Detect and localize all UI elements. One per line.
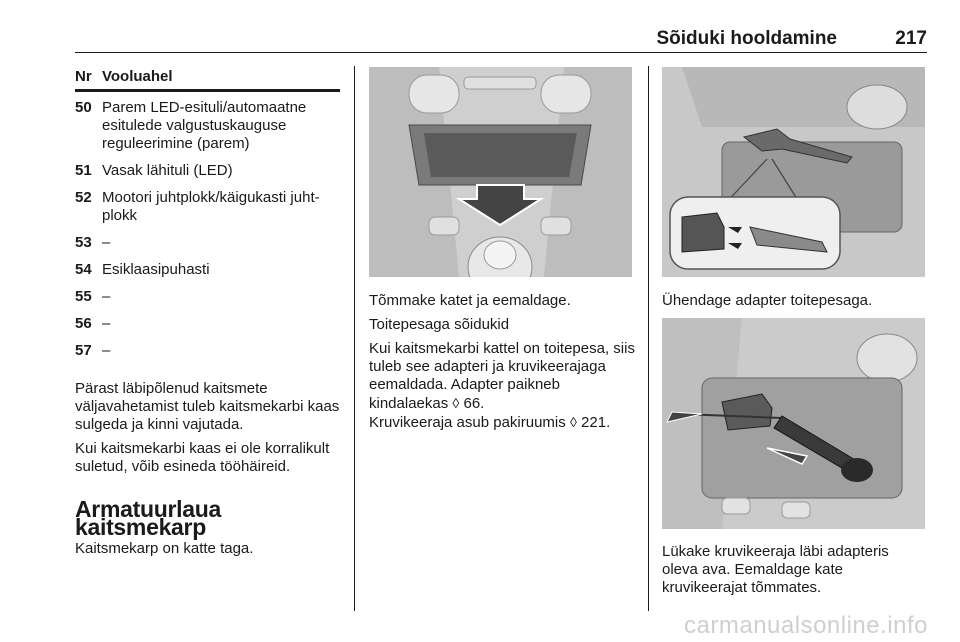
right-column-caption-2 <box>662 543 927 597</box>
fuse-number: 51 <box>75 162 92 179</box>
figure-caption: Ühendage adapter toitepesaga. <box>662 292 873 309</box>
column-divider <box>354 66 355 611</box>
circuit-description: Mootori juhtplokk/käigukasti juht-plokk <box>102 189 320 224</box>
paragraph-replace-fuse: Pärast läbipõlenud kaitsmete väljavahetamist tuleb kaitsmekarbi kaas sulgeda ja kinni vajutada. <box>75 380 340 433</box>
paragraph-power-outlet: Kui kaitsmekarbi kattel on toitepesa, siis tuleb see adapteri ja kruvikeerajaga eemaldada. Adapter paikneb kindalaekas ◊ 66. Kruvikeeraja asub pakiruumis ◊ 221. <box>369 340 635 431</box>
fuse-number: 53 <box>75 234 92 251</box>
section-heading: Armatuurlaua kaitsmekarp <box>75 496 221 540</box>
paragraph-cover-warning: Kui kaitsmekarbi kaas ei ole korralikult suletud, võib esineda tööhäireid. <box>75 440 330 475</box>
fuse-number: 52 <box>75 189 92 206</box>
fuse-table-header <box>75 68 340 92</box>
figure-caption: Lükake kruvikeeraja läbi adapteris oleva ava. Eemaldage kate kruvikeerajat tõmmates. <box>662 543 889 596</box>
circuit-description: – <box>102 288 111 305</box>
circuit-description: Esiklaasipuhasti <box>102 261 210 278</box>
text-segment: Kruvikeeraja asub pakiruumis <box>369 414 566 431</box>
fuse-table <box>75 99 340 360</box>
left-column <box>75 68 340 564</box>
middle-column <box>369 292 639 438</box>
fuse-number: 54 <box>75 261 92 278</box>
table-row <box>75 189 340 225</box>
table-row <box>75 99 340 153</box>
fuse-number: 57 <box>75 342 92 359</box>
figure-connect-adapter <box>662 67 925 277</box>
table-row <box>75 162 340 180</box>
column-header-nr: Nr <box>75 68 92 85</box>
reference-symbol: ◊ <box>452 395 460 411</box>
fuse-number: 56 <box>75 315 92 332</box>
page-reference: 221 <box>581 414 607 431</box>
page-header <box>75 28 927 53</box>
reference-symbol: ◊ <box>569 414 577 430</box>
figure-caption: Tõmmake katet ja eemaldage. <box>369 292 571 309</box>
text-segment: Kui kaitsmekarbi kattel on toitepesa, siis tuleb see adapteri ja kruvikeerajaga eemaldada. Adapter paikneb kindalaekas <box>369 340 635 412</box>
subheading: Toitepesaga sõidukid <box>369 316 510 333</box>
right-column-caption-1 <box>662 292 927 310</box>
figure-insert-screwdriver <box>662 318 925 529</box>
page-reference: 66 <box>463 395 481 412</box>
circuit-description: – <box>102 234 111 251</box>
figure-remove-cover <box>369 67 632 277</box>
fuse-number: 50 <box>75 99 92 116</box>
section-title: Sõiduki hooldamine <box>656 28 837 49</box>
circuit-description: Parem LED-esituli/automaatne esitulede valgustuskauguse reguleerimine (parem) <box>102 99 307 152</box>
table-row <box>75 342 340 360</box>
circuit-description: – <box>102 342 111 359</box>
circuit-description: – <box>102 315 111 332</box>
table-row <box>75 288 340 306</box>
table-row <box>75 315 340 333</box>
page-number: 217 <box>895 28 927 49</box>
column-divider <box>648 66 649 611</box>
column-header-circuit: Vooluahel <box>102 68 173 85</box>
watermark: carmanualsonline.info <box>684 612 928 639</box>
circuit-description: Vasak lähituli (LED) <box>102 162 233 179</box>
table-row <box>75 261 340 279</box>
paragraph-fuse-box-location: Kaitsmekarp on katte taga. <box>75 540 254 557</box>
table-row <box>75 234 340 252</box>
fuse-number: 55 <box>75 288 92 305</box>
